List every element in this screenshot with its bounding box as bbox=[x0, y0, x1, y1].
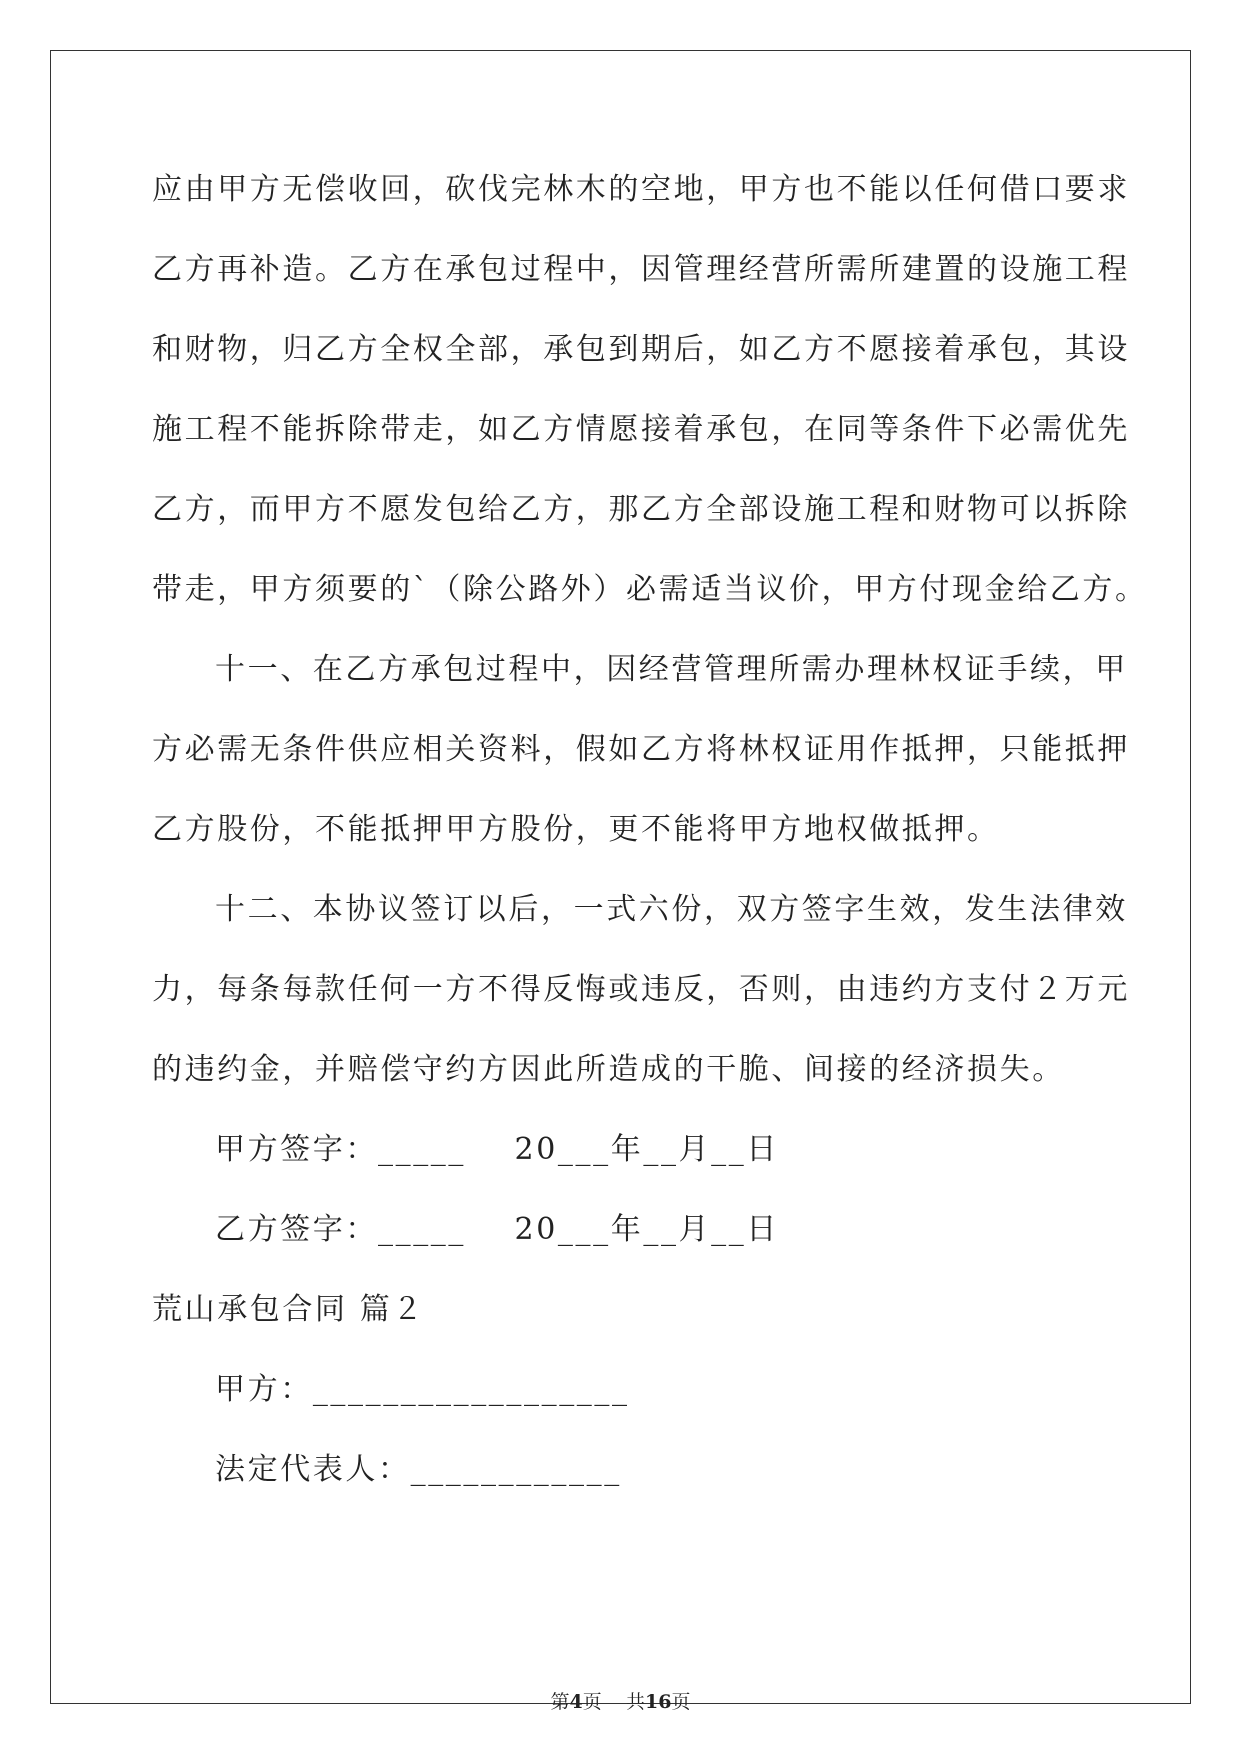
footer-page-number: 4 bbox=[569, 1691, 583, 1713]
page-footer bbox=[0, 1690, 1241, 1714]
section-2-party-a-blank: __________________ bbox=[312, 1372, 630, 1407]
party-b-month-label: 月 bbox=[678, 1212, 712, 1247]
party-a-month-blank: __ bbox=[643, 1132, 679, 1167]
party-a-day-label: 日 bbox=[746, 1132, 779, 1167]
clause-12-line-1: 十二、本协议签订以后，一式六份，双方签字生效，发生法律效 bbox=[215, 892, 1128, 927]
clause-11-line-3: 乙方股份，不能抵押甲方股份，更不能将甲方地权做抵押。 bbox=[152, 812, 1000, 847]
party-b-signature-label: 乙方签字： bbox=[215, 1212, 378, 1247]
footer-page-suffix: 页 bbox=[582, 1691, 602, 1713]
clause-11-line-2: 方必需无条件供应相关资料，假如乙方将林权证用作抵押，只能抵押 bbox=[152, 732, 1130, 767]
footer-total-pages: 16 bbox=[644, 1691, 672, 1713]
section-2-heading: 荒山承包合同 篇２ bbox=[152, 1292, 425, 1327]
body-line-4: 施工程不能拆除带走，如乙方情愿接着承包，在同等条件下必需优先 bbox=[152, 412, 1130, 447]
party-a-year-label: 年 bbox=[610, 1132, 644, 1167]
party-b-signature-line bbox=[215, 1210, 779, 1250]
footer-prefix: 第 bbox=[550, 1691, 570, 1713]
party-b-year-label: 年 bbox=[610, 1212, 644, 1247]
section-2-representative-label: 法定代表人： bbox=[215, 1452, 411, 1487]
body-line-6: 带走，甲方须要的`（除公路外）必需适当议价，甲方付现金给乙方。 bbox=[152, 572, 1148, 607]
party-b-signature-blank: _____ bbox=[378, 1212, 466, 1247]
party-b-year-blank: ___ bbox=[557, 1212, 611, 1247]
section-2-party-a-line bbox=[215, 1370, 630, 1410]
body-line-2: 乙方再补造。乙方在承包过程中，因管理经营所需所建置的设施工程 bbox=[152, 252, 1130, 287]
party-a-signature-line bbox=[215, 1130, 779, 1170]
body-line-5: 乙方，而甲方不愿发包给乙方，那乙方全部设施工程和财物可以拆除 bbox=[152, 492, 1130, 527]
party-a-signature-label: 甲方签字： bbox=[215, 1132, 378, 1167]
party-a-day-blank: __ bbox=[711, 1132, 747, 1167]
party-a-signature-blank: _____ bbox=[378, 1132, 466, 1167]
party-a-year-blank: ___ bbox=[557, 1132, 611, 1167]
body-line-3: 和财物，归乙方全权全部，承包到期后，如乙方不愿接着承包，其设 bbox=[152, 332, 1130, 367]
section-2-representative-blank: ____________ bbox=[410, 1452, 622, 1487]
footer-total-prefix: 共 bbox=[625, 1691, 645, 1713]
party-b-day-label: 日 bbox=[746, 1212, 779, 1247]
clause-12-line-3: 的违约金，并赔偿守约方因此所造成的干脆、间接的经济损失。 bbox=[152, 1052, 1065, 1087]
section-2-representative-line bbox=[215, 1450, 622, 1490]
footer-total-suffix: 页 bbox=[671, 1691, 691, 1713]
party-b-day-blank: __ bbox=[711, 1212, 747, 1247]
party-a-year-prefix: 20 bbox=[514, 1132, 558, 1167]
party-b-year-prefix: 20 bbox=[514, 1212, 558, 1247]
body-line-1: 应由甲方无偿收回，砍伐完林木的空地，甲方也不能以任何借口要求 bbox=[152, 172, 1130, 207]
party-a-month-label: 月 bbox=[678, 1132, 712, 1167]
clause-12-line-2: 力，每条每款任何一方不得反悔或违反，否则，由违约方支付２万元 bbox=[152, 972, 1130, 1007]
party-b-month-blank: __ bbox=[643, 1212, 679, 1247]
clause-11-line-1: 十一、在乙方承包过程中，因经营管理所需办理林权证手续，甲 bbox=[215, 652, 1128, 687]
section-2-party-a-label: 甲方： bbox=[215, 1372, 313, 1407]
